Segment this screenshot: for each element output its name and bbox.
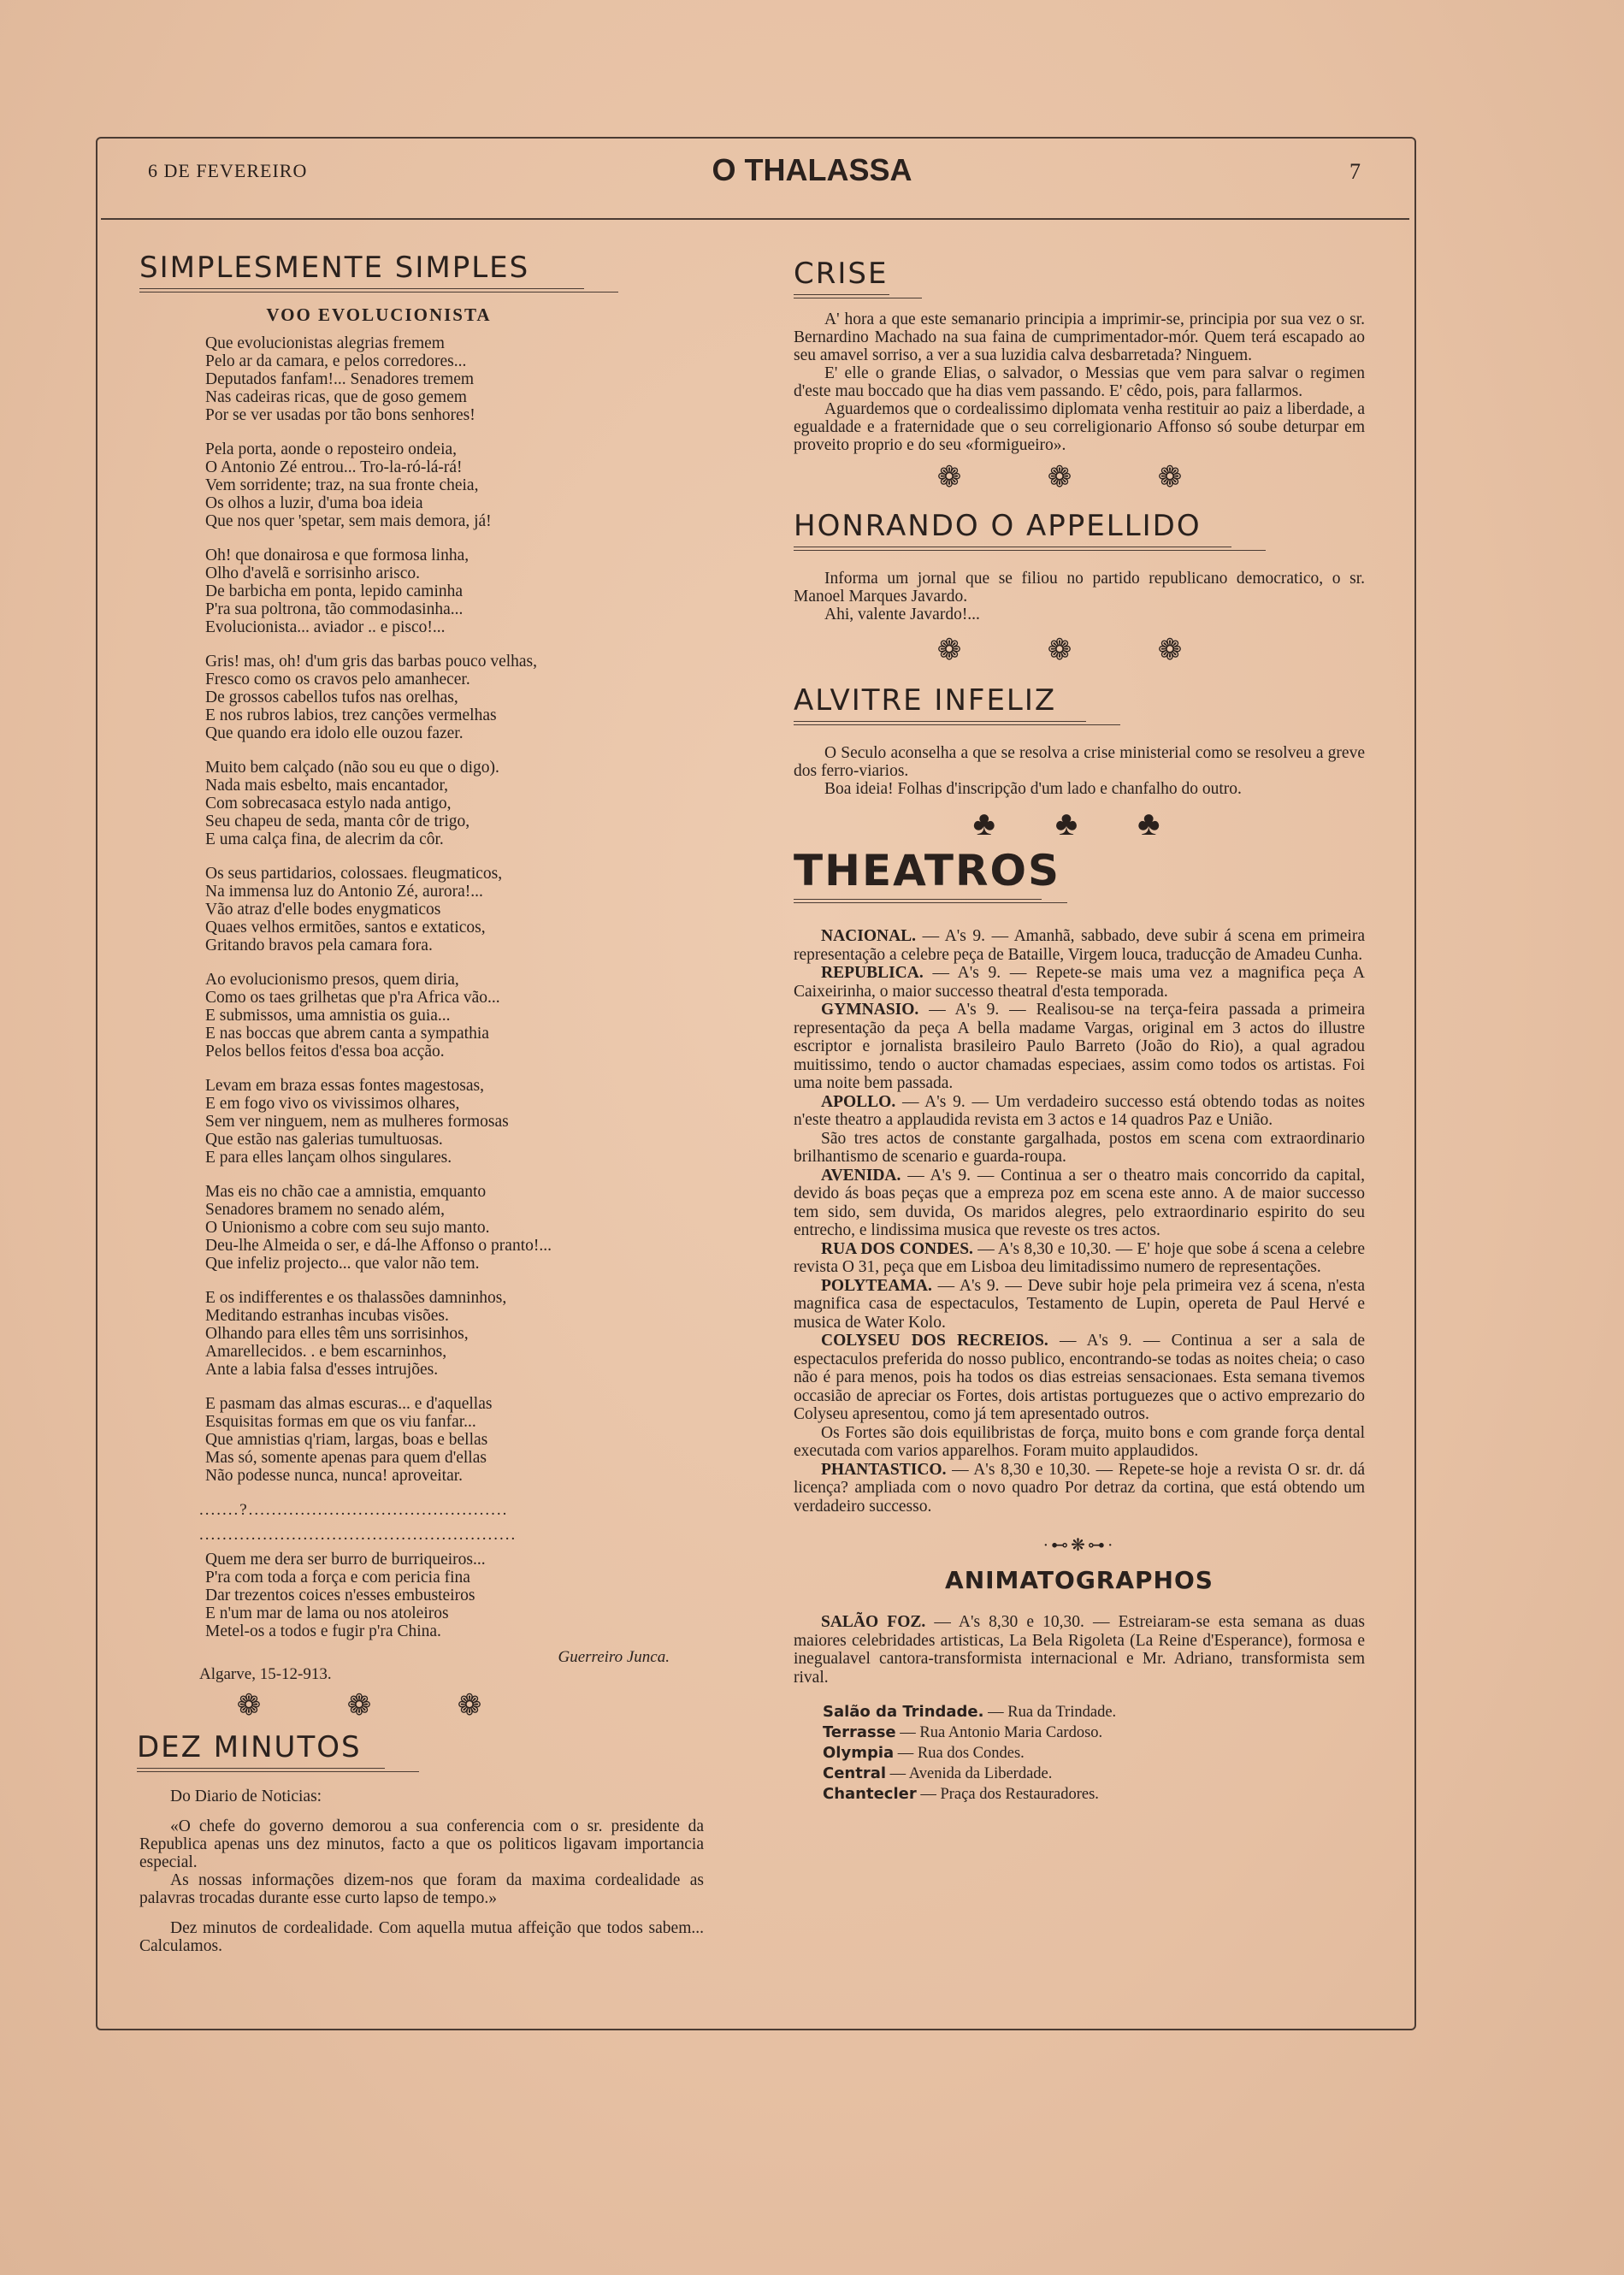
- poem-line: E pasmam das almas escuras... e d'aquellas: [205, 1395, 493, 1413]
- paragraph: Boa ideia! Folhas d'inscripção d'um lado e chanfalho do outro.: [824, 780, 1242, 798]
- flower-ornament: ❁ ❁ ❁: [936, 635, 1222, 666]
- poem-line: E nos rubros labios, trez canções vermelhas: [205, 706, 497, 724]
- poem-line: Meditando estranhas incubas visões.: [205, 1307, 449, 1325]
- listing-paragraph: [794, 1613, 1365, 1687]
- stanza: [205, 1183, 721, 1273]
- poem-line: Dar trezentos coices n'esses embusteiros: [205, 1587, 475, 1604]
- poem-line: Oh! que donairosa e que formosa linha,: [205, 547, 469, 564]
- poem-line: Que infeliz projecto... que valor não tem.: [205, 1255, 480, 1273]
- cinema-name: Salão da Trindade.: [823, 1703, 984, 1721]
- left-column: [139, 251, 721, 1955]
- stanza: [205, 865, 721, 954]
- paragraph: As nossas informações dizem-nos que foram da maxima cordealidade as palavras trocadas durante esse curto lapso de tempo.»: [139, 1871, 704, 1907]
- paragraph: E' elle o grande Elias, o salvador, o Messias que vem para salvar o regimen d'este mau boccado que ha dias vem passando. E' cêdo, pois, para fallarmos.: [794, 364, 1365, 400]
- poem-line: Pela porta, aonde o reposteiro ondeia,: [205, 440, 458, 458]
- venue-text: — A's 9. — Continua a ser o theatro mais concorrido da capital, devido ás boas peças que a empreza poz em scena este anno. A de maior successo tem sido, sem duvida, Os maridos alegres, pelo extraordinario espirito do seu entrecho, e lindissima musica que reveste os tres actos.: [794, 1166, 1365, 1239]
- honrando-body: [794, 570, 1365, 623]
- poem-place-date: Algarve, 15-12-913.: [199, 1665, 332, 1683]
- poem-line: Os seus partidarios, colossaes. fleugmaticos,: [205, 865, 503, 883]
- title-rule: [794, 724, 1120, 725]
- dez-minutos-title: DEZ MINUTOS: [137, 1730, 362, 1764]
- poem-line: O Antonio Zé entrou... Tro-la-ró-lá-rá!: [205, 458, 463, 476]
- stanza: [205, 653, 721, 742]
- title-rule: [794, 902, 1067, 903]
- poem-line: Ante a labia falsa d'esses intrujões.: [205, 1361, 439, 1379]
- stanza: [205, 971, 721, 1061]
- paragraph: A' hora a que este semanario principia a imprimir-se, principia por sua vez o sr. Bernardino Machado na sua faina de cumprimentador-mór. Quem terá escapado ao seu amavel sorriso, a ver a sua luzidia calva desbarretada? Ninguem.: [794, 310, 1365, 364]
- cinema-address: — Praça dos Restauradores.: [916, 1786, 1099, 1803]
- venue-text: — A's 9. — Realisou-se na terça-feira passada a primeira representação da peça A bella madame Vargas, original em 3 actos do illustre escriptor e jornalista brasileiro Paulo Barreto (João do Rio), a qual agradou muitissimo, tendo o auctor chamadas especiaes, assim como todos os artistas. Foi uma noite bem passada.: [794, 1001, 1365, 1092]
- title-rule: [794, 294, 889, 295]
- stanza: [205, 759, 721, 848]
- listing-paragraph: [794, 927, 1365, 964]
- poem-line: Deu-lhe Almeida o ser, e dá-lhe Affonso o pranto!...: [205, 1237, 552, 1255]
- page-number: 7: [1349, 159, 1361, 184]
- poem-line: Com sobrecasaca estylo nada antigo,: [205, 795, 452, 812]
- poem-line: Gris! mas, oh! d'um gris das barbas pouco velhas,: [205, 653, 538, 671]
- poem-line: E nas boccas que abrem canta a sympathia: [205, 1025, 489, 1043]
- poem-line: Evolucionista... aviador .. e pisco!...: [205, 618, 446, 636]
- venue-name: AVENIDA.: [821, 1166, 901, 1185]
- salao-foz-entry: [794, 1613, 1365, 1687]
- masthead-title: O THALASSA: [712, 152, 912, 187]
- stanza: [205, 547, 721, 636]
- cinema-item: [823, 1784, 1365, 1805]
- stanza: [205, 1551, 721, 1640]
- venue-text: — A's 9. — Deve subir hoje pela primeira vez á scena, n'esta magnifica casa de espectaculos, Testamento de Lupin, opereta de Paul Hervé e musica de Water Kolo.: [794, 1276, 1365, 1332]
- poem-line: E em fogo vivo os vivissimos olhares,: [205, 1095, 460, 1113]
- cinema-address: — Rua Antonio Maria Cardoso.: [895, 1724, 1103, 1741]
- poem-line: Esquisitas formas em que os viu fanfar...: [205, 1413, 476, 1431]
- header-date: 6 DE FEVEREIRO: [148, 160, 308, 181]
- poem-line: Os olhos a luzir, d'uma boa ideia: [205, 494, 423, 512]
- poem-line: Que amnistias q'riam, largas, boas e bellas: [205, 1431, 488, 1449]
- cinema-address: — Rua dos Condes.: [894, 1745, 1025, 1762]
- paragraph: «O chefe do governo demorou a sua conferencia com o sr. presidente da Republica apenas uns dez minutos, facto a que os politicos ligavam importancia especial.: [139, 1817, 704, 1871]
- title-rule: [137, 1768, 385, 1769]
- cinema-item: [823, 1722, 1365, 1743]
- ellipsis-line: .......................................................: [199, 1526, 517, 1544]
- listing-paragraph: [794, 1093, 1365, 1130]
- poem-line: O Unionismo a cobre com seu sujo manto.: [205, 1219, 490, 1237]
- venue-text: — A's 9. — Um verdadeiro successo está obtendo todas as noites n'este theatro a applaudida revista em 3 actos e 14 quadros Paz e União.: [794, 1092, 1365, 1129]
- poem-line: Deputados fanfam!... Senadores tremem: [205, 370, 475, 388]
- poem-signature: Guerreiro Junca.: [558, 1648, 670, 1666]
- venue-text: — A's 8,30 e 10,30. — Estreiaram-se esta semana as duas maiores celebridades artisticas, La Bela Rigoleta (La Reine d'Esperance), formosa e inegualavel cantora-transformista internacional e Mr. Adriano, transformista sem rival.: [794, 1613, 1365, 1687]
- poem-line: P'ra com toda a força e com pericia fina: [205, 1569, 470, 1587]
- stanza: [205, 1289, 721, 1379]
- stanza: [205, 1395, 721, 1485]
- title-rule: [794, 550, 1266, 551]
- poem-line: Na immensa luz do Antonio Zé, aurora!...: [205, 883, 483, 901]
- poem-line: Que quando era idolo elle ouzou fazer.: [205, 724, 464, 742]
- poem-body: [139, 334, 721, 1485]
- paragraph: O Seculo aconselha a que se resolva a crise ministerial como se resolveu a greve dos ferro-viarios.: [794, 744, 1365, 780]
- poem-line: Nas cadeiras ricas, que de goso gemem: [205, 388, 467, 406]
- cinema-item: [823, 1764, 1365, 1784]
- poem-dots: [139, 1501, 721, 1544]
- poem-line: P'ra sua poltrona, tão commodasinha...: [205, 600, 464, 618]
- poem-line: Metel-os a todos e fugir p'ra China.: [205, 1622, 441, 1640]
- venue-text: — A's 9. — Amanhã, sabbado, deve subir á scena em primeira representação a celebre peça de Bataille, Virgem louca, traducção de Amadeu Cunha.: [794, 927, 1365, 964]
- poem-line: Mas só, somente apenas para quem d'ellas: [205, 1449, 487, 1467]
- venue-name: SALÃO FOZ.: [821, 1613, 926, 1631]
- cinema-name: Central: [823, 1764, 887, 1782]
- venue-name: COLYSEU DOS RECREIOS.: [821, 1332, 1048, 1350]
- poem-line: Por se ver usadas por tão bons senhores!: [205, 406, 475, 424]
- poem-line: Vem sorridente; traz, na sua fronte cheia,: [205, 476, 479, 494]
- venue-text: São tres actos de constante gargalhada, postos em scena com extraordinario brilhantismo de scenario e guarda-roupa.: [794, 1129, 1365, 1166]
- poem-line: Senadores bramem no senado além,: [205, 1201, 445, 1219]
- crise-title: CRISE: [794, 257, 889, 291]
- poem-line: Pelo ar da camara, e pelos corredores...: [205, 352, 467, 370]
- title-rule: [139, 288, 584, 289]
- stanza: [205, 1077, 721, 1167]
- listing-paragraph: [794, 1130, 1365, 1167]
- poem-line: Mas eis no chão cae a amnistia, emquanto: [205, 1183, 487, 1201]
- venue-text: Os Fortes são dois equilibristas de força, muito bons e com grande força dental executada com varios apparelhos. Foram muito applaudidos.: [794, 1423, 1365, 1460]
- venue-name: PHANTASTICO.: [821, 1460, 947, 1479]
- poem-final-stanza: [139, 1551, 721, 1640]
- venue-text: — A's 8,30 e 10,30. — E' hoje que sobe á scena a celebre revista O 31, peça que em Lisboa deu limitadissimo numero de representações.: [794, 1239, 1365, 1276]
- poem-line: Olhando para elles têm uns sorrisinhos,: [205, 1325, 469, 1343]
- venue-name: REPUBLICA.: [821, 964, 924, 982]
- poem-line: Quaes velhos ermitões, santos e extaticos,: [205, 919, 486, 937]
- paragraph: Dez minutos de cordealidade. Com aquella mutua affeição que todos sabem... Calculamos.: [139, 1919, 704, 1955]
- header-rule: [101, 218, 1409, 220]
- poem-line: E os indifferentes e os thalassões damninhos,: [205, 1289, 507, 1307]
- listing-paragraph: [794, 1424, 1365, 1461]
- poem-subtitle: VOO EVOLUCIONISTA: [266, 304, 492, 325]
- poem-line: Que evolucionistas alegrias fremem: [205, 334, 445, 352]
- crise-body: [794, 310, 1365, 454]
- club-ornament: ♣ ♣ ♣: [972, 804, 1186, 842]
- venue-name: POLYTEAMA.: [821, 1276, 932, 1295]
- paragraph: Do Diario de Noticias:: [170, 1788, 322, 1805]
- poem-line: Que estão nas galerias tumultuosas.: [205, 1131, 443, 1149]
- right-column: [794, 257, 1365, 1805]
- poem-line: Que nos quer 'spetar, sem mais demora, já!: [205, 512, 492, 530]
- poem-line: Levam em braza essas fontes magestosas,: [205, 1077, 484, 1095]
- poem-line: E submissos, uma amnistia os guia...: [205, 1007, 451, 1025]
- stanza: [205, 440, 721, 530]
- poem-line: Ao evolucionismo presos, quem diria,: [205, 971, 459, 989]
- dez-minutos-body: [139, 1788, 704, 1955]
- venue-name: GYMNASIO.: [821, 1001, 919, 1019]
- venue-name: APOLLO.: [821, 1092, 896, 1111]
- poem-line: Fresco como os cravos pelo amanhecer.: [205, 671, 470, 688]
- poem-line: Quem me dera ser burro de burriqueiros...: [205, 1551, 486, 1569]
- cinema-address: — Rua da Trindade.: [983, 1704, 1117, 1721]
- listing-paragraph: [794, 1461, 1365, 1516]
- poem-line: Olho d'avelã e sorrisinho arisco.: [205, 564, 420, 582]
- cinema-item: [823, 1702, 1365, 1722]
- poem-line: Como os taes grilhetas que p'ra Africa vão...: [205, 989, 500, 1007]
- ellipsis-line: .......?.............................................: [199, 1501, 509, 1519]
- cinema-name: Chantecler: [823, 1785, 917, 1803]
- alvitre-body: [794, 744, 1365, 798]
- listing-paragraph: [794, 1167, 1365, 1240]
- poem-line: E para elles lançam olhos singulares.: [205, 1149, 452, 1167]
- poem-line: Seu chapeu de seda, manta côr de trigo,: [205, 812, 470, 830]
- paragraph: Ahi, valente Javardo!...: [824, 606, 980, 623]
- poem-line: Nada mais esbelto, mais encantador,: [205, 777, 449, 795]
- cinema-item: [823, 1743, 1365, 1764]
- theatros-title: THEATROS: [794, 846, 1061, 895]
- listing-paragraph: [794, 1277, 1365, 1332]
- title-rule: [137, 1771, 419, 1772]
- poem-line: E n'um mar de lama ou nos atoleiros: [205, 1604, 449, 1622]
- venue-text: — A's 9. — Continua a ser a sala de espectaculos preferida do nosso publico, encontrando-se todas as noites cheia; o caso não é para menos, pois ha todos os dias estreias sensacionaes. Esta semana tivemos occasião de apreciar os Fortes, dois artistas portuguezes que o activo emprezario do Colyseu apresentou, como já tem apresentado outros.: [794, 1332, 1365, 1423]
- venue-name: NACIONAL.: [821, 927, 917, 945]
- venue-name: RUA DOS CONDES.: [821, 1239, 973, 1258]
- poem-line: E uma calça fina, de alecrim da côr.: [205, 830, 444, 848]
- poem-line: Amarellecidos. . e bem escarninhos,: [205, 1343, 447, 1361]
- cinema-list: [794, 1702, 1365, 1805]
- flower-ornament: ❁ ❁ ❁: [236, 1690, 522, 1722]
- poem-line: Sem ver ninguem, nem as mulheres formosas: [205, 1113, 509, 1131]
- poem-title: SIMPLESMENTE SIMPLES: [139, 251, 530, 285]
- paragraph: Informa um jornal que se filiou no partido republicano democratico, o sr. Manoel Marques Javardo.: [794, 570, 1365, 606]
- poem-line: Gritando bravos pela camara fora.: [205, 937, 433, 954]
- poem-line: De grossos cabellos tufos nas orelhas,: [205, 688, 458, 706]
- paragraph: Aguardemos que o cordealissimo diplomata venha restituir ao paiz a liberdade, a egualdade e a fraternidade que o seu correligionario Affonso só soube deturpar em proveito proprio e do seu «formigueiro».: [794, 400, 1365, 454]
- listing-paragraph: [794, 1332, 1365, 1424]
- poem-line: Pelos bellos feitos d'essa boa acção.: [205, 1043, 445, 1061]
- listing-paragraph: [794, 1240, 1365, 1277]
- venue-text: — A's 8,30 e 10,30. — Repete-se hoje a revista O sr. dr. dá licença? ampliada com o novo quadro Por detraz da cortina, que está obtendo um verdadeiro successo.: [794, 1460, 1365, 1516]
- listing-paragraph: [794, 964, 1365, 1001]
- venue-text: — A's 9. — Repete-se mais uma vez a magnifica peça A Caixeirinha, o maior successo theatral d'esta temporada.: [794, 964, 1365, 1001]
- poem-line: De barbicha em ponta, lepido caminha: [205, 582, 464, 600]
- title-rule: [794, 899, 1042, 900]
- cinema-address: — Avenida da Liberdade.: [886, 1765, 1053, 1782]
- stanza: [205, 334, 721, 424]
- flower-ornament: ❁ ❁ ❁: [936, 462, 1222, 493]
- cinema-name: Terrasse: [823, 1723, 896, 1741]
- poem-line: Vão atraz d'elle bodes enygmaticos: [205, 901, 441, 919]
- honrando-title: HONRANDO O APPELLIDO: [794, 509, 1202, 543]
- poem-line: Não podesse nunca, nunca! aproveitar.: [205, 1467, 464, 1485]
- small-ornament: ·⊷❋⊶·: [1042, 1536, 1116, 1555]
- cinema-name: Olympia: [823, 1744, 895, 1762]
- alvitre-title: ALVITRE INFELIZ: [794, 683, 1057, 718]
- theatre-listings: [794, 927, 1365, 1516]
- title-rule: [794, 721, 1086, 722]
- listing-paragraph: [794, 1001, 1365, 1093]
- poem-line: Muito bem calçado (não sou eu que o digo).: [205, 759, 499, 777]
- animatographos-title: ANIMATOGRAPHOS: [945, 1566, 1214, 1594]
